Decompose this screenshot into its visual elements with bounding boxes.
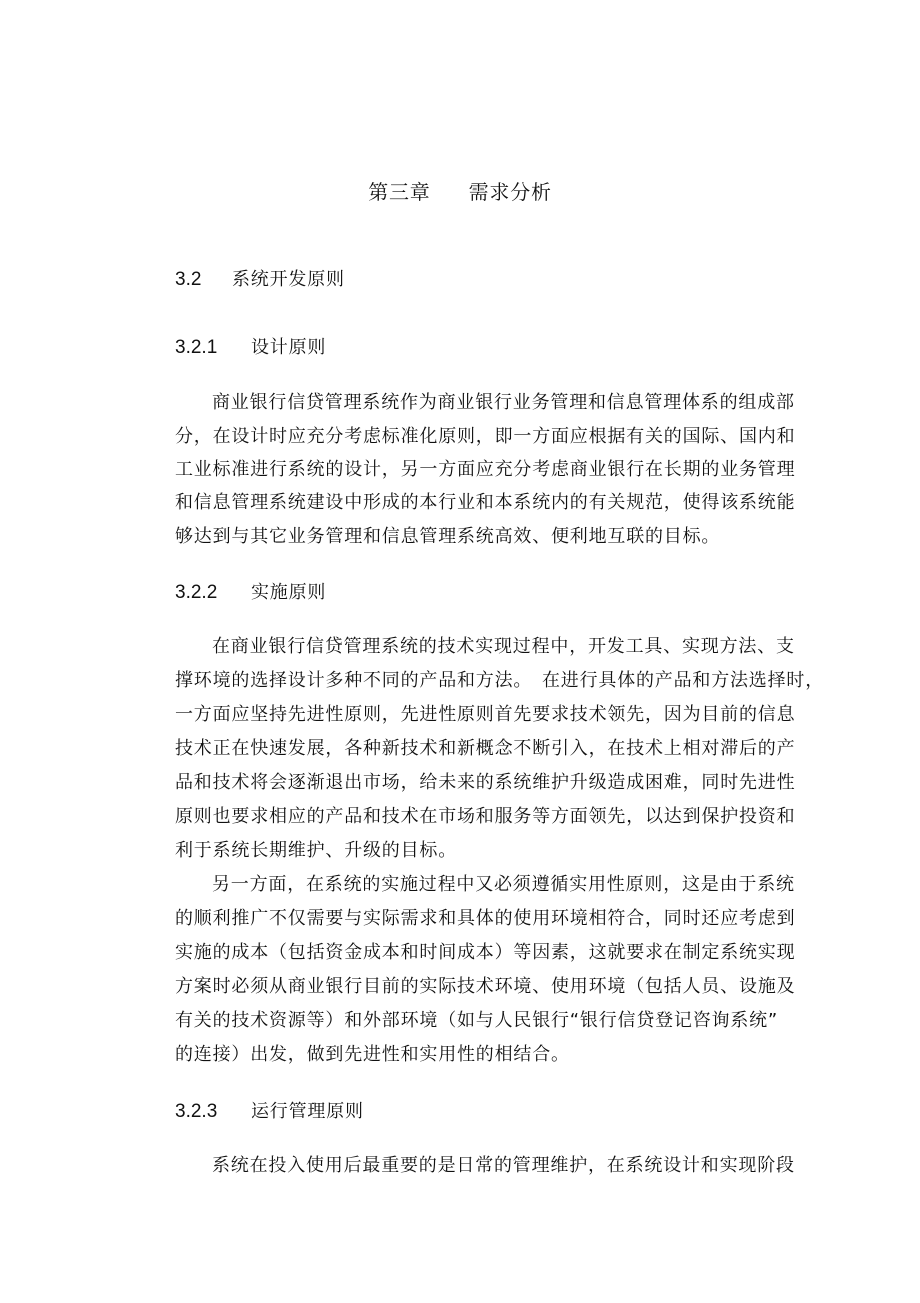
- paragraph-line: 系统在投入使用后最重要的是日常的管理维护，在系统设计和实现阶段: [212, 1155, 795, 1176]
- paragraph-line: 技术正在快速发展，各种新技术和新概念不断引入，在技术上相对滞后的产: [175, 738, 796, 759]
- chapter-number: 第三章: [368, 180, 431, 204]
- paragraph-line: 商业银行信贷管理系统作为商业银行业务管理和信息管理体系的组成部: [212, 392, 795, 413]
- paragraph-line: 和信息管理系统建设中形成的本行业和本系统内的有关规范，使得该系统能: [175, 492, 796, 513]
- section-title: 系统开发原则: [232, 269, 345, 290]
- subsection-title: 实施原则: [251, 582, 327, 603]
- paragraph-line: 利于系统长期维护、升级的目标。: [175, 840, 457, 861]
- subsection-number: 3.2.3: [175, 1101, 218, 1122]
- paragraph-line: 方案时必须从商业银行目前的实际技术环境、使用环境（包括人员、设施及: [175, 976, 796, 997]
- subsection-title: 运行管理原则: [251, 1101, 364, 1122]
- paragraph-line: 品和技术将会逐渐退出市场，给未来的系统维护升级造成困难，同时先进性: [175, 772, 796, 793]
- chapter-title: [0, 181, 920, 203]
- paragraph-line: 有关的技术资源等）和外部环境（如与人民银行“银行信贷登记咨询系统”: [175, 1010, 779, 1031]
- paragraph-line: 够达到与其它业务管理和信息管理系统高效、便利地互联的目标。: [175, 526, 721, 547]
- paragraph-line: 另一方面，在系统的实施过程中又必须遵循实用性原则，这是由于系统: [212, 874, 795, 895]
- subsection-title: 设计原则: [251, 337, 327, 358]
- paragraph-line: 实施的成本（包括资金成本和时间成本）等因素，这就要求在制定系统实现: [175, 942, 796, 963]
- subsection-number: 3.2.2: [175, 582, 218, 603]
- paragraph-line: 的连接）出发，做到先进性和实用性的相结合。: [175, 1044, 570, 1065]
- subsection-number: 3.2.1: [175, 337, 218, 358]
- paragraph-line: 撑环境的选择设计多种不同的产品和方法。 在进行具体的产品和方法选择时，: [175, 670, 824, 691]
- paragraph-line: 工业标准进行系统的设计，另一方面应充分考虑商业银行在长期的业务管理: [175, 459, 796, 480]
- paragraph-line: 一方面应坚持先进性原则，先进性原则首先要求技术领先，因为目前的信息: [175, 704, 796, 725]
- section-number: 3.2: [175, 269, 202, 290]
- paragraph-line: 的顺利推广不仅需要与实际需求和具体的使用环境相符合，同时还应考虑到: [175, 908, 796, 929]
- chapter-name: 需求分析: [468, 180, 552, 204]
- paragraph-line: 原则也要求相应的产品和技术在市场和服务等方面领先，以达到保护投资和: [175, 806, 796, 827]
- paragraph-line: 分，在设计时应充分考虑标准化原则，即一方面应根据有关的国际、国内和: [175, 426, 796, 447]
- paragraph-line: 在商业银行信贷管理系统的技术实现过程中，开发工具、实现方法、支: [212, 636, 795, 657]
